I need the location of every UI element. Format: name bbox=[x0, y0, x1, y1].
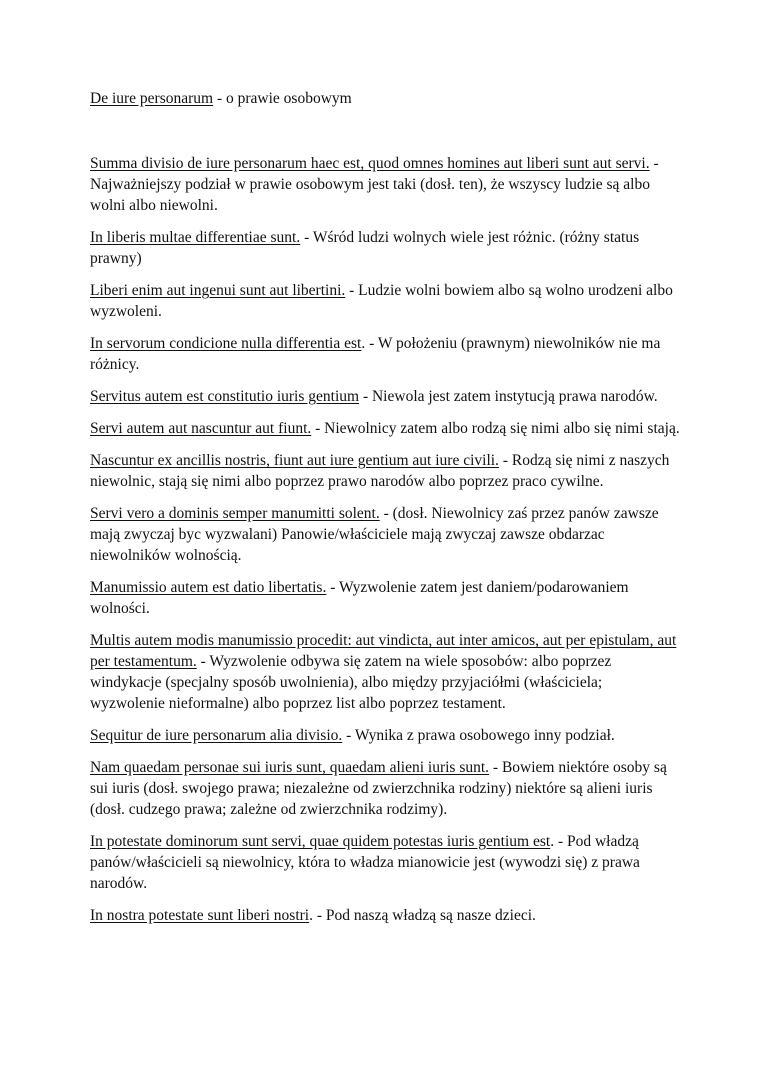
latin-sentence: In potestate dominorum sunt servi, quae quidem potestas iuris gentium est bbox=[90, 833, 551, 850]
latin-sentence: In liberis multae differentiae sunt. bbox=[90, 229, 301, 246]
paragraph bbox=[90, 725, 680, 746]
paragraph bbox=[90, 630, 680, 714]
polish-translation: - Wśród ludzi wolnych wiele jest różnic. (różny status prawny) bbox=[90, 229, 640, 267]
latin-sentence: In nostra potestate sunt liberi nostri bbox=[90, 907, 310, 924]
polish-translation: - Bowiem niektóre osoby są sui iuris (dosł. swojego prawa; niezależne od zwierzchnika rodziny) niektóre są alieni iuris (dosł. cudzego prawa; zależne od zwierzchnika rodzimy). bbox=[90, 759, 667, 818]
polish-translation: - Wyzwolenie odbywa się zatem na wiele sposobów: albo poprzez windykacje (specjalny sposób uwolnienia), albo między przyjaciółmi (właściciela; wyzwolenie nieformalne) albo poprzez list albo poprzez testament. bbox=[90, 653, 612, 712]
polish-translation: - Niewola jest zatem instytucją prawa narodów. bbox=[359, 388, 658, 405]
latin-sentence: Servi autem aut nascuntur aut fiunt. bbox=[90, 420, 312, 437]
latin-sentence: Liberi enim aut ingenui sunt aut libertini. bbox=[90, 282, 346, 299]
title-latin: De iure personarum bbox=[90, 90, 214, 107]
polish-translation: . - W położeniu (prawnym) niewolników nie ma różnicy. bbox=[90, 335, 661, 373]
latin-sentence: Nascuntur ex ancillis nostris, fiunt aut iure gentium aut iure civili. bbox=[90, 452, 499, 469]
polish-translation: - Rodzą się nimi z naszych niewolnic, stają się nimi albo poprzez prawo narodów albo poprzez praco cywilne. bbox=[90, 452, 670, 490]
polish-translation: - Ludzie wolni bowiem albo są wolno urodzeni albo wyzwoleni. bbox=[90, 282, 673, 320]
latin-sentence: Sequitur de iure personarum alia divisio. bbox=[90, 727, 343, 744]
polish-translation: - Wynika z prawa osobowego inny podział. bbox=[342, 727, 615, 744]
polish-translation: . - Pod naszą władzą są nasze dzieci. bbox=[309, 907, 536, 924]
polish-translation: - Najważniejszy podział w prawie osobowym jest taki (dosł. ten), że wszyscy ludzie są albo wolni albo niewolni. bbox=[90, 155, 659, 214]
polish-translation: - Wyzwolenie zatem jest daniem/podarowaniem wolności. bbox=[90, 579, 629, 617]
paragraph bbox=[90, 450, 680, 492]
paragraph bbox=[90, 227, 680, 269]
paragraph bbox=[90, 418, 680, 439]
paragraph bbox=[90, 905, 680, 926]
latin-sentence: Summa divisio de iure personarum haec est, quod omnes homines aut liberi sunt aut servi. bbox=[90, 155, 650, 172]
latin-sentence: Multis autem modis manumissio procedit: aut vindicta, aut inter amicos, aut per epistulam, aut per testamentum. bbox=[90, 632, 677, 670]
title-translation: - o prawie osobowym bbox=[213, 90, 352, 107]
paragraph bbox=[90, 386, 680, 407]
latin-sentence: Nam quaedam personae sui iuris sunt, quaedam alieni iuris sunt. bbox=[90, 759, 490, 776]
paragraph bbox=[90, 153, 680, 216]
paragraph bbox=[90, 333, 680, 375]
paragraph bbox=[90, 503, 680, 566]
paragraph bbox=[90, 757, 680, 820]
paragraph bbox=[90, 831, 680, 894]
polish-translation: - Niewolnicy zatem albo rodzą się nimi albo się nimi stają. bbox=[311, 420, 680, 437]
paragraph bbox=[90, 280, 680, 322]
document-page bbox=[90, 88, 680, 937]
latin-sentence: Servitus autem est constitutio iuris gentium bbox=[90, 388, 360, 405]
paragraph bbox=[90, 577, 680, 619]
latin-sentence: In servorum condicione nulla differentia est bbox=[90, 335, 362, 352]
polish-translation: - (dosł. Niewolnicy zaś przez panów zawsze mają zwyczaj byc wyzwalani) Panowie/właściciele mają zwyczaj zawsze obdarzac niewolników wolnością. bbox=[90, 505, 659, 564]
latin-sentence: Servi vero a dominis semper manumitti solent. bbox=[90, 505, 380, 522]
polish-translation: . - Pod władzą panów/właścicieli są niewolnicy, która to władza mianowicie jest (wywodzi się) z prawa narodów. bbox=[90, 833, 640, 892]
latin-sentence: Manumissio autem est datio libertatis. bbox=[90, 579, 327, 596]
document-title bbox=[90, 88, 680, 109]
